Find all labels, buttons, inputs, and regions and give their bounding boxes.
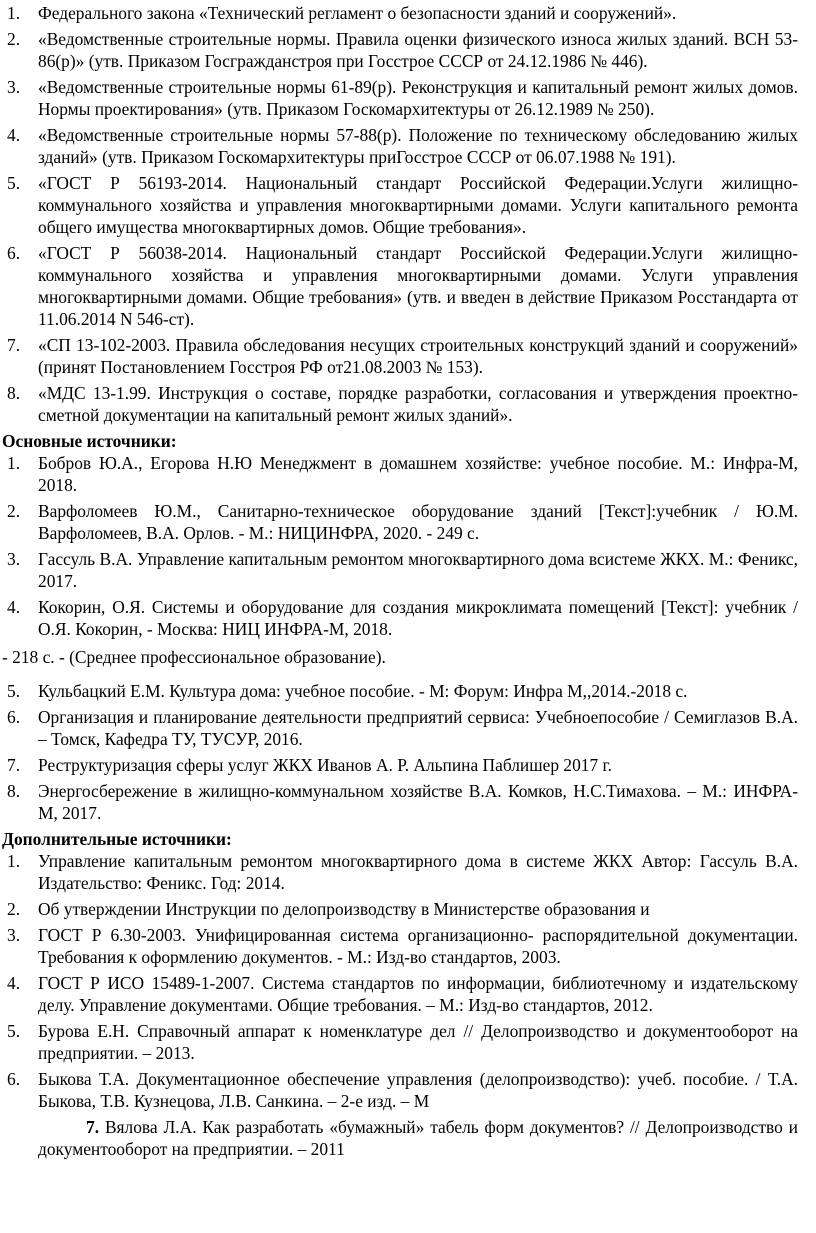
reference-item bbox=[0, 1068, 816, 1112]
main-sources-list-part1 bbox=[0, 452, 816, 640]
reference-item bbox=[0, 76, 816, 120]
item-number: 7. bbox=[7, 335, 21, 355]
reference-item bbox=[0, 172, 816, 238]
item-number: 5. bbox=[7, 681, 21, 701]
reference-item bbox=[0, 596, 816, 640]
reference-item bbox=[0, 242, 816, 330]
item-number: 3. bbox=[7, 77, 21, 97]
reference-item bbox=[0, 680, 816, 702]
additional-sources-list bbox=[0, 850, 816, 1112]
reference-item bbox=[0, 706, 816, 750]
item-number: 2. bbox=[7, 29, 21, 49]
reference-item bbox=[0, 780, 816, 824]
item-text: «Ведомственные строительные нормы. Правила оценки физического износа жилых зданий. ВСН 53-86(р)» (утв. Приказом Госгражданстроя при Госстрое СССР от 24.12.1986 № 446). bbox=[38, 29, 798, 71]
item-number: 6. bbox=[7, 243, 21, 263]
item-number: 5. bbox=[7, 1021, 21, 1041]
item-number: 2. bbox=[7, 501, 21, 521]
additional-source-item-7 bbox=[0, 1116, 816, 1160]
reference-item bbox=[0, 382, 816, 426]
reference-item bbox=[0, 500, 816, 544]
item-text: Бурова Е.Н. Справочный аппарат к номенклатуре дел // Делопроизводство и документооборот на предприятии. – 2013. bbox=[38, 1021, 798, 1063]
item-text: Организация и планирование деятельности предприятий сервиса: Учебноепособие / Семиглазов В.А. – Томск, Кафедра ТУ, ТУСУР, 2016. bbox=[38, 707, 798, 749]
item-number: 8. bbox=[7, 781, 21, 801]
item-text: Бобров Ю.А., Егорова Н.Ю Менеджмент в домашнем хозяйстве: учебное пособие. М.: Инфра-М, 2018. bbox=[38, 453, 798, 495]
item-text: Управление капитальным ремонтом многоквартирного дома в системе ЖКХ Автор: Гассуль В.А. Издательство: Феникс. Год: 2014. bbox=[38, 851, 798, 893]
item-text: «ГОСТ Р 56038-2014. Национальный стандарт Российской Федерации.Услуги жилищно-коммунального хозяйства и управления многоквартирными домами. Услуги управления многоквартирными домами. Общие требования» (утв. и введен в действие Приказом Росстандарта от 11.06.2014 N 546-ст). bbox=[38, 243, 798, 329]
reference-item bbox=[0, 924, 816, 968]
item-number: 6. bbox=[7, 707, 21, 727]
item-number: 5. bbox=[7, 173, 21, 193]
item-number: 2. bbox=[7, 899, 21, 919]
item-text: «СП 13-102-2003. Правила обследования несущих строительных конструкций зданий и сооружений» (принят Постановлением Госстроя РФ от21.08.2003 № 153). bbox=[38, 335, 798, 377]
reference-item bbox=[0, 452, 816, 496]
item-number: 4. bbox=[7, 125, 21, 145]
item-number: 1. bbox=[7, 3, 21, 23]
item-number: 3. bbox=[7, 925, 21, 945]
item-text: ГОСТ Р ИСО 15489-1-2007. Система стандартов по информации, библиотечному и издательскому делу. Управление документами. Общие требования. – М.: Изд-во стандартов, 2012. bbox=[38, 973, 798, 1015]
item-text: «Ведомственные строительные нормы 61-89(р). Реконструкция и капитальный ремонт жилых домов. Нормы проектирования» (утв. Приказом Госкомархитектуры от 26.12.1989 № 250). bbox=[38, 77, 798, 119]
item-text: Энергосбережение в жилищно-коммунальном хозяйстве В.А. Комков, Н.С.Тимахова. – М.: ИНФРА-М, 2017. bbox=[38, 781, 798, 823]
item-text: Гассуль В.А. Управление капитальным ремонтом многоквартирного дома всистеме ЖКХ. М.: Феникс, 2017. bbox=[38, 549, 798, 591]
reference-item bbox=[0, 850, 816, 894]
regulations-list bbox=[0, 2, 816, 426]
item-number: 8. bbox=[7, 383, 21, 403]
reference-item bbox=[0, 972, 816, 1016]
item-number: 4. bbox=[7, 597, 21, 617]
item-text: Федерального закона «Технический регламент о безопасности зданий и сооружений». bbox=[38, 3, 677, 23]
main-sources-list-part2 bbox=[0, 680, 816, 824]
item-text: Вялова Л.А. Как разработать «бумажный» табель форм документов? // Делопроизводство и документооборот на предприятии. – 2011 bbox=[38, 1117, 798, 1159]
additional-sources-heading: Дополнительные источники: bbox=[2, 829, 232, 849]
item-text: Кокорин, О.Я. Системы и оборудование для создания микроклимата помещений [Текст]: учебник /О.Я. Кокорин, - Москва: НИЦ ИНФРА-М, 2018. bbox=[38, 597, 798, 639]
reference-item bbox=[0, 754, 816, 776]
reference-item bbox=[0, 898, 816, 920]
reference-item bbox=[0, 1020, 816, 1064]
item-number: 6. bbox=[7, 1069, 21, 1089]
item-text: Реструктуризация сферы услуг ЖКХ Иванов А. Р. Альпина Паблишер 2017 г. bbox=[38, 755, 613, 775]
item-text: Об утверждении Инструкции по делопроизводству в Министерстве образования и bbox=[38, 899, 650, 919]
item-number: 1. bbox=[7, 453, 21, 473]
item-number: 7. bbox=[7, 755, 21, 775]
main-sources-heading: Основные источники: bbox=[2, 431, 177, 451]
reference-item bbox=[0, 548, 816, 592]
item-text: «Ведомственные строительные нормы 57-88(р). Положение по техническому обследованию жилых зданий» (утв. Приказом Госкомархитектуры приГосстрое СССР от 06.07.1988 № 191). bbox=[38, 125, 798, 167]
item-text: Варфоломеев Ю.М., Санитарно-техническое оборудование зданий [Текст]:учебник / Ю.М. Варфоломеев, В.А. Орлов. - М.: НИЦИНФРА, 2020. - 249 с. bbox=[38, 501, 798, 543]
item-text: «МДС 13-1.99. Инструкция о составе, порядке разработки, согласования и утверждения проектно-сметной документации на капитальный ремонт жилых зданий». bbox=[38, 383, 798, 425]
item-text: Быкова Т.А. Документационное обеспечение управления (делопроизводство): учеб. пособие. / Т.А. Быкова, Т.В. Кузнецова, Л.В. Санкина. – 2-е изд. – М bbox=[38, 1069, 798, 1111]
reference-item bbox=[0, 124, 816, 168]
item-text: Кульбацкий Е.М. Культура дома: учебное пособие. - М: Форум: Инфра М,,2014.-2018 с. bbox=[38, 681, 688, 701]
item-number: 3. bbox=[7, 549, 21, 569]
reference-item bbox=[0, 334, 816, 378]
reference-item bbox=[0, 2, 816, 24]
item-text: «ГОСТ Р 56193-2014. Национальный стандарт Российской Федерации.Услуги жилищно-коммунального хозяйства и управления многоквартирными домами. Услуги капитального ремонта общего имущества многоквартирных домов. Общие требования». bbox=[38, 173, 798, 237]
continuation-line: - 218 с. - (Среднее профессиональное образование). bbox=[2, 647, 386, 667]
item-number: 7. bbox=[86, 1117, 100, 1137]
item-number: 1. bbox=[7, 851, 21, 871]
item-number: 4. bbox=[7, 973, 21, 993]
reference-item bbox=[0, 28, 816, 72]
item-text: ГОСТ Р 6.30-2003. Унифицированная система организационно- распорядительной документации. Требования к оформлению документов. - М.: Изд-во стандартов, 2003. bbox=[38, 925, 798, 967]
